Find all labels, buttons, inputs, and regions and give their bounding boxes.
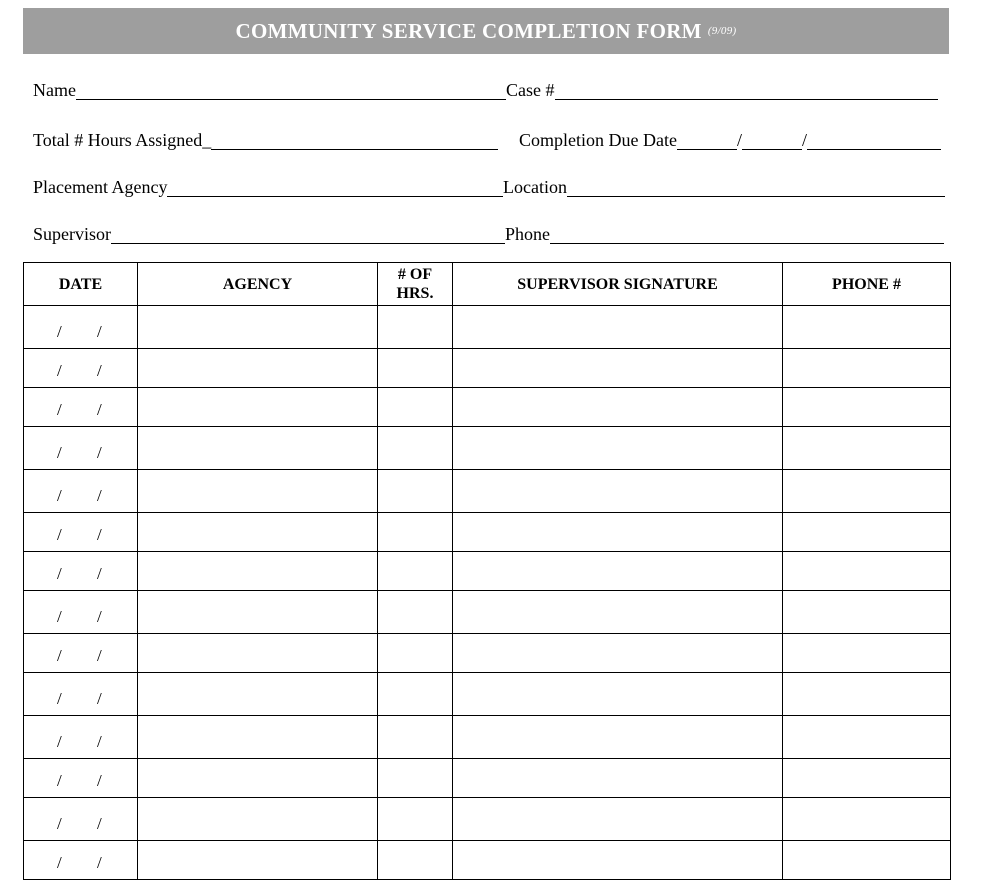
placement-agency-field	[33, 169, 503, 197]
table-row	[24, 798, 951, 841]
location-field	[503, 169, 945, 197]
hours-assigned-field	[33, 122, 498, 150]
agency-cell[interactable]	[138, 470, 378, 513]
agency-column-header: AGENCY	[138, 263, 378, 306]
phone-cell[interactable]	[783, 841, 951, 880]
hours-cell[interactable]	[378, 513, 453, 552]
completion-due-date-label: Completion Due Date	[519, 130, 677, 150]
agency-cell[interactable]	[138, 634, 378, 673]
name-input-line[interactable]	[76, 77, 506, 100]
date-cell[interactable]	[24, 673, 138, 716]
date-slash: /	[57, 322, 62, 341]
phone-cell[interactable]	[783, 427, 951, 470]
form-title-bar	[23, 8, 949, 54]
date-cell[interactable]	[24, 388, 138, 427]
agency-cell[interactable]	[138, 591, 378, 634]
agency-cell[interactable]	[138, 759, 378, 798]
hours-cell[interactable]	[378, 798, 453, 841]
phone-cell[interactable]	[783, 591, 951, 634]
date-slash: /	[97, 564, 102, 583]
date-slash: /	[57, 646, 62, 665]
supervisor-signature-cell[interactable]	[453, 798, 783, 841]
date-slash: /	[97, 361, 102, 380]
supervisor-signature-cell[interactable]	[453, 716, 783, 759]
date-slash: /	[57, 771, 62, 790]
table-row	[24, 759, 951, 798]
case-input-line[interactable]	[555, 77, 939, 100]
completion-due-date-field	[519, 122, 941, 150]
hours-cell[interactable]	[378, 470, 453, 513]
phone-cell[interactable]	[783, 798, 951, 841]
date-slash: /	[97, 646, 102, 665]
due-date-separator: /	[801, 130, 807, 150]
supervisor-signature-cell[interactable]	[453, 634, 783, 673]
date-slash: /	[57, 814, 62, 833]
date-slash: /	[97, 607, 102, 626]
date-slash: /	[57, 361, 62, 380]
hours-column-header-text: # OF HRS.	[396, 266, 434, 302]
date-cell[interactable]	[24, 513, 138, 552]
phone-cell[interactable]	[783, 759, 951, 798]
agency-cell[interactable]	[138, 306, 378, 349]
date-cell[interactable]	[24, 470, 138, 513]
phone-field	[505, 216, 944, 244]
date-slash: /	[97, 814, 102, 833]
table-row	[24, 673, 951, 716]
agency-cell[interactable]	[138, 427, 378, 470]
hours-assigned-label: Total # Hours Assigned	[33, 130, 203, 150]
date-slash: /	[57, 486, 62, 505]
date-slash: /	[57, 732, 62, 751]
supervisor-signature-cell[interactable]	[453, 759, 783, 798]
form-title: COMMUNITY SERVICE COMPLETION FORM	[235, 18, 702, 43]
phone-cell[interactable]	[783, 349, 951, 388]
hours-cell[interactable]	[378, 306, 453, 349]
hours-cell[interactable]	[378, 388, 453, 427]
date-cell[interactable]	[24, 591, 138, 634]
hours-cell[interactable]	[378, 349, 453, 388]
hours-column-header	[378, 263, 453, 306]
date-slash: /	[97, 322, 102, 341]
supervisor-signature-cell[interactable]	[453, 388, 783, 427]
hours-assigned-underscore: _	[202, 130, 212, 150]
phone-label: Phone	[505, 224, 550, 244]
due-year-line[interactable]	[807, 127, 941, 150]
phone-cell[interactable]	[783, 470, 951, 513]
hours-cell[interactable]	[378, 591, 453, 634]
table-row	[24, 513, 951, 552]
supervisor-label: Supervisor	[33, 224, 111, 244]
hours-cell[interactable]	[378, 716, 453, 759]
date-column-header: DATE	[24, 263, 138, 306]
date-slash: /	[97, 443, 102, 462]
hours-cell[interactable]	[378, 634, 453, 673]
phone-cell[interactable]	[783, 388, 951, 427]
table-row	[24, 427, 951, 470]
phone-cell[interactable]	[783, 513, 951, 552]
due-date-separator: /	[736, 130, 742, 150]
case-label: Case #	[506, 80, 555, 100]
hours-cell[interactable]	[378, 841, 453, 880]
case-field	[506, 72, 938, 100]
placement-agency-input-line[interactable]	[167, 174, 503, 197]
supervisor-signature-cell[interactable]	[453, 841, 783, 880]
phone-column-header: PHONE #	[783, 263, 951, 306]
date-slash: /	[57, 564, 62, 583]
date-slash: /	[57, 607, 62, 626]
hours-assigned-input-line[interactable]	[211, 127, 498, 150]
date-cell[interactable]	[24, 427, 138, 470]
location-input-line[interactable]	[567, 174, 945, 197]
table-row	[24, 552, 951, 591]
table-row	[24, 716, 951, 759]
service-log-table	[23, 262, 951, 880]
agency-cell[interactable]	[138, 716, 378, 759]
date-slash: /	[97, 689, 102, 708]
date-slash: /	[97, 525, 102, 544]
date-cell[interactable]	[24, 841, 138, 880]
agency-cell[interactable]	[138, 349, 378, 388]
table-row	[24, 591, 951, 634]
table-row	[24, 306, 951, 349]
phone-cell[interactable]	[783, 716, 951, 759]
form-revision: (9/09)	[707, 25, 737, 37]
date-slash: /	[57, 853, 62, 872]
date-slash: /	[97, 486, 102, 505]
agency-cell[interactable]	[138, 673, 378, 716]
date-cell[interactable]	[24, 306, 138, 349]
date-cell[interactable]	[24, 634, 138, 673]
date-slash: /	[57, 525, 62, 544]
due-day-line[interactable]	[742, 127, 802, 150]
phone-cell[interactable]	[783, 673, 951, 716]
agency-cell[interactable]	[138, 552, 378, 591]
phone-cell[interactable]	[783, 306, 951, 349]
supervisor-signature-cell[interactable]	[453, 591, 783, 634]
due-month-line[interactable]	[677, 127, 737, 150]
table-row	[24, 349, 951, 388]
supervisor-signature-cell[interactable]	[453, 513, 783, 552]
date-slash: /	[97, 853, 102, 872]
hours-cell[interactable]	[378, 759, 453, 798]
location-label: Location	[503, 177, 567, 197]
phone-input-line[interactable]	[550, 221, 944, 244]
supervisor-signature-column-header: SUPERVISOR SIGNATURE	[453, 263, 783, 306]
phone-cell[interactable]	[783, 634, 951, 673]
name-label: Name	[33, 80, 76, 100]
date-slash: /	[57, 400, 62, 419]
table-row	[24, 841, 951, 880]
agency-cell[interactable]	[138, 841, 378, 880]
table-row	[24, 634, 951, 673]
hours-cell[interactable]	[378, 552, 453, 591]
name-field	[33, 72, 506, 100]
date-cell[interactable]	[24, 552, 138, 591]
agency-cell[interactable]	[138, 513, 378, 552]
date-cell[interactable]	[24, 759, 138, 798]
date-slash: /	[97, 771, 102, 790]
date-slash: /	[57, 443, 62, 462]
supervisor-signature-cell[interactable]	[453, 552, 783, 591]
date-slash: /	[97, 732, 102, 751]
table-header-row	[24, 263, 951, 306]
hours-cell[interactable]	[378, 673, 453, 716]
agency-cell[interactable]	[138, 798, 378, 841]
table-row	[24, 388, 951, 427]
placement-agency-label: Placement Agency	[33, 177, 168, 197]
date-slash: /	[57, 689, 62, 708]
supervisor-signature-cell[interactable]	[453, 349, 783, 388]
supervisor-signature-cell[interactable]	[453, 673, 783, 716]
agency-cell[interactable]	[138, 388, 378, 427]
service-log-body	[24, 306, 951, 880]
date-cell[interactable]	[24, 349, 138, 388]
supervisor-signature-cell[interactable]	[453, 427, 783, 470]
supervisor-signature-cell[interactable]	[453, 306, 783, 349]
supervisor-signature-cell[interactable]	[453, 470, 783, 513]
supervisor-input-line[interactable]	[111, 221, 505, 244]
date-cell[interactable]	[24, 798, 138, 841]
supervisor-field	[33, 216, 505, 244]
date-cell[interactable]	[24, 716, 138, 759]
phone-cell[interactable]	[783, 552, 951, 591]
date-slash: /	[97, 400, 102, 419]
table-row	[24, 470, 951, 513]
hours-cell[interactable]	[378, 427, 453, 470]
